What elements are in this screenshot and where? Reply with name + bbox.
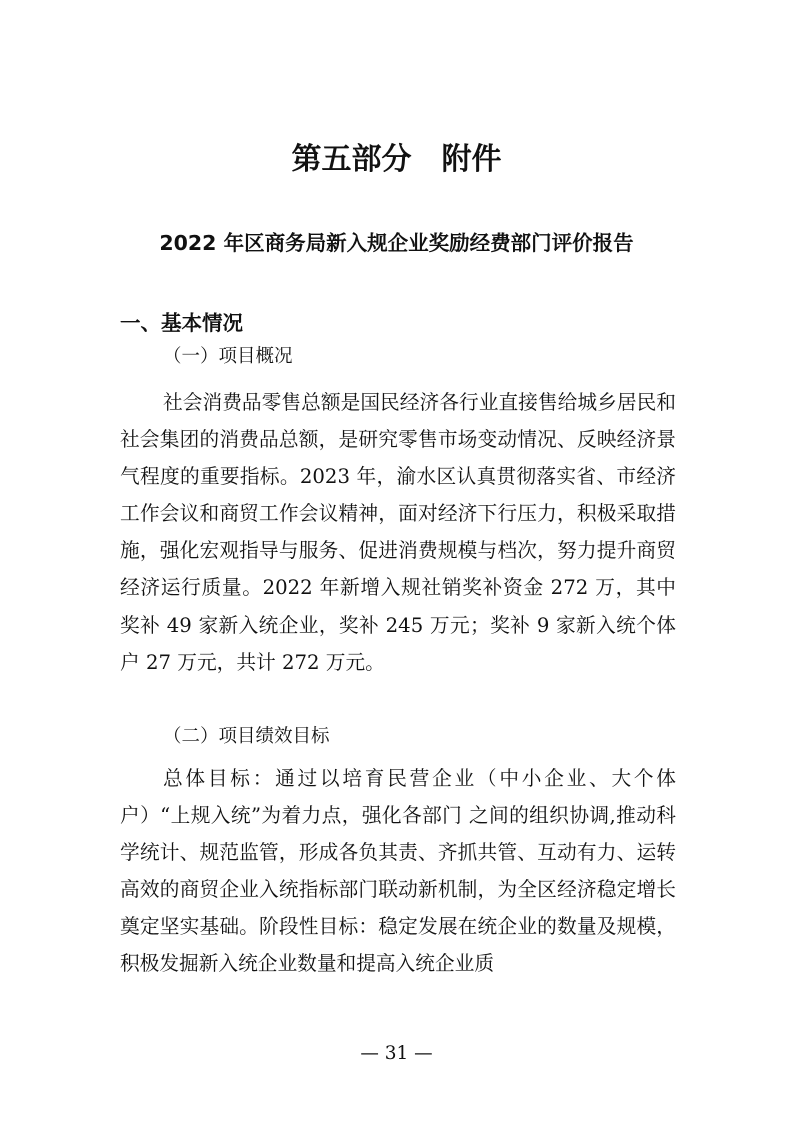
section-heading-basic-info: 一、基本情况 bbox=[120, 311, 243, 335]
subsection-heading-project-overview: （一）项目概况 bbox=[163, 346, 293, 367]
page-number: — 31 — bbox=[360, 1043, 433, 1064]
paragraph-performance-goals: 总体目标：通过以培育民营企业（中小企业、大个体户）“上规入统”为着力点，强化各部门 之间的组织协调,推动科学统计、规范监管，形成各负其责、齐抓共管、互动有力、运转高效的商贸企业入统指标部门联动新机制，为全区经济稳定增长奠定坚实基础。阶段性目标：稳定发展在统企业的数量及规模，积极发掘新入统企业数量和提高入统企业质 bbox=[120, 767, 676, 976]
subsection-heading-performance-goals: （二）项目绩效目标 bbox=[163, 726, 330, 747]
paragraph-project-overview: 社会消费品零售总额是国民经济各行业直接售给城乡居民和社会集团的消费品总额，是研究零售市场变动情况、反映经济景气程度的重要指标。2023 年，渝水区认真贯彻落实省、市经济工作会议和商贸工作会议精神，面对经济下行压力，积极采取措施，强化宏观指导与服务、促进消费规模与档次，努力提升商贸经济运行质量。2022 年新增入规社销奖补资金 272 万，其中奖补 49 家新入统企业，奖补 245 万元；奖补 9 家新入统个体户 27 万元，共计 272 万元。 bbox=[120, 391, 676, 674]
part-title: 第五部分 附件 bbox=[291, 142, 502, 177]
report-title: 2022 年区商务局新入规企业奖励经费部门评价报告 bbox=[159, 231, 634, 255]
